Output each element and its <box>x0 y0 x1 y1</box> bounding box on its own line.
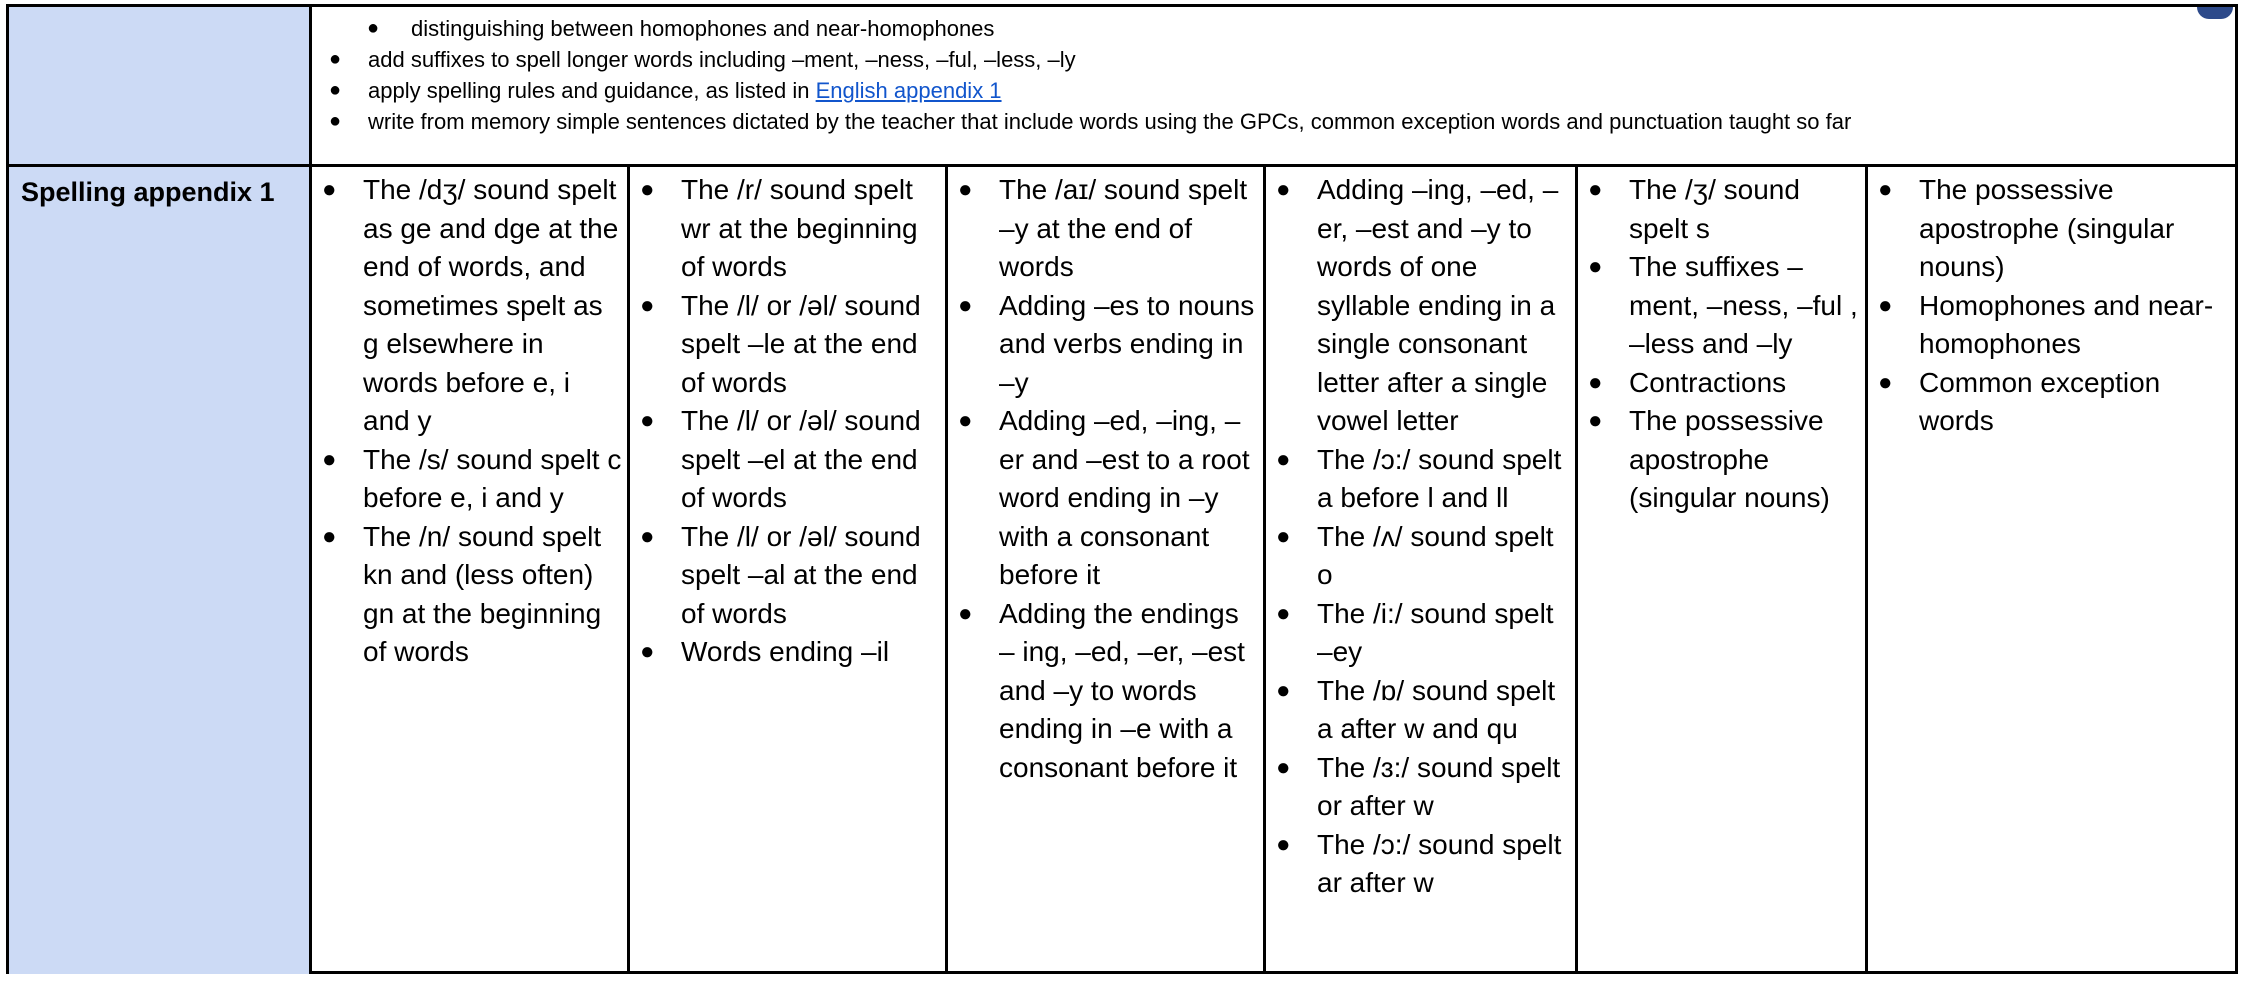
list-item-text: Common exception words <box>1919 366 2161 436</box>
list-item <box>1578 402 1862 518</box>
bullet-icon: ● <box>1276 522 1291 550</box>
list-item: ● apply spelling rules and guidance, as listed in English appendix 1 <box>314 75 2225 106</box>
list-item-text: The /l/ or /əl/ sound spelt –el at the end of words <box>681 405 921 513</box>
list-item-text: Words ending –il <box>681 636 890 667</box>
list-item-text: The /s/ sound spelt c before e, i and y <box>363 443 622 513</box>
list-item <box>630 402 942 518</box>
bullet-icon: ● <box>1276 445 1291 473</box>
bullet-icon: ● <box>329 110 342 132</box>
bullet-icon: ● <box>958 599 973 627</box>
list-item <box>1266 672 1572 749</box>
list-item <box>1578 248 1862 364</box>
list-item <box>1266 171 1572 441</box>
list-item <box>312 441 624 518</box>
list-item <box>630 171 942 287</box>
bullet-icon: ● <box>1878 291 1893 319</box>
top-bullet-list <box>314 13 2225 137</box>
list-item: ● add suffixes to spell longer words including –ment, –ness, –ful, –less, –ly <box>314 44 2225 75</box>
list-item-text: The /ɜ:/ sound spelt or after w <box>1317 751 1561 821</box>
list-item: ● distinguishing between homophones and near-homophones <box>314 13 2225 44</box>
list-item <box>1266 441 1572 518</box>
list-item-text: The /l/ or /əl/ sound spelt –le at the end of words <box>681 289 921 398</box>
bullet-icon: ● <box>322 176 337 203</box>
list-item <box>948 171 1260 287</box>
bullet-icon: ● <box>958 291 973 319</box>
list-item <box>630 633 942 672</box>
table-cell <box>1578 171 1862 518</box>
list-item <box>1578 364 1862 403</box>
list-item <box>1868 364 2218 441</box>
table-cell <box>1266 171 1572 903</box>
bullet-icon: ● <box>640 407 655 434</box>
list-item-text: The /ɔ:/ sound spelt a before l and ll <box>1317 443 1562 513</box>
bullet-icon: ● <box>1588 253 1603 280</box>
bullet-icon: ● <box>1588 368 1603 396</box>
list-item-text: The /ɔ:/ sound spelt ar after w <box>1317 828 1562 898</box>
list-item-text: The /dʒ/ sound spelt as ge and dge at the end of words, and sometimes spelt as g elsewhere in words before e, i and y <box>363 174 619 436</box>
list-item-text: The /aɪ/ sound spelt –y at the end of words <box>999 174 1248 282</box>
list-item-text: The /i:/ sound spelt –ey <box>1317 597 1554 667</box>
list-item-text: The /r/ sound spelt wr at the beginning of words <box>681 174 918 282</box>
bullet-icon: ● <box>322 522 337 550</box>
list-item-text: The /n/ sound spelt kn and (less often) gn at the beginning of words <box>363 520 602 667</box>
bullet-icon: ● <box>640 291 655 319</box>
bullet-icon: ● <box>1878 176 1893 203</box>
list-item <box>948 595 1260 788</box>
list-item-text: The possessive apostrophe (singular nouns) <box>1629 405 1830 513</box>
list-item: ● write from memory simple sentences dictated by the teacher that include words using the GPCs, common exception words and punctuation taught so far <box>314 106 2225 137</box>
list-item-text: The /ʌ/ sound spelt o <box>1317 520 1554 590</box>
header-column-cell-bottom <box>9 167 309 974</box>
bullet-icon: ● <box>958 176 973 203</box>
bullet-icon: ● <box>1276 176 1291 203</box>
bullet-icon: ● <box>1276 753 1291 781</box>
list-item <box>1266 749 1572 826</box>
list-item <box>948 402 1260 595</box>
list-item <box>948 287 1260 403</box>
bullet-icon: ● <box>640 522 655 550</box>
list-item <box>1266 595 1572 672</box>
bullet-icon: ● <box>1276 830 1291 858</box>
list-item <box>630 287 942 403</box>
list-item-text: Adding –ed, –ing, –er and –est to a root word ending in –y with a consonant before it <box>999 405 1250 590</box>
bullet-icon: ● <box>1276 676 1291 704</box>
list-item <box>312 171 624 441</box>
row-header-spelling-appendix: Spelling appendix 1 <box>21 177 275 207</box>
list-item-text: The /ʒ/ sound spelt s <box>1629 174 1800 244</box>
bullet-icon: ● <box>640 638 655 665</box>
bullet-icon: ● <box>367 17 380 39</box>
list-item <box>1578 171 1862 248</box>
row-divider <box>9 164 2235 167</box>
list-item-text: The possessive apostrophe (singular nouns) <box>1919 174 2175 282</box>
bullet-icon: ● <box>1878 368 1893 396</box>
bullet-icon: ● <box>322 445 337 473</box>
bullet-icon: ● <box>958 407 973 434</box>
table-cell <box>1868 171 2218 441</box>
list-item-text: The suffixes –ment, –ness, –ful , –less and –ly <box>1629 251 1858 359</box>
header-column-cell-top <box>9 7 309 164</box>
list-item-text: Adding the endings – ing, –ed, –er, –est and –y to words ending in –e with a consonant before it <box>999 597 1245 783</box>
list-item-text: The /ɒ/ sound spelt a after w and qu <box>1317 674 1556 744</box>
bullet-icon: ● <box>1276 599 1291 627</box>
list-item <box>1266 518 1572 595</box>
list-item <box>1868 171 2218 287</box>
table-cell <box>948 171 1260 787</box>
list-item-text: Adding –ing, –ed, –er, –est and –y to words of one syllable ending in a single consonant letter after a single vowel letter <box>1317 174 1559 436</box>
bullet-icon: ● <box>1588 176 1603 203</box>
curriculum-table <box>6 4 2238 974</box>
list-item-text: Adding –es to nouns and verbs ending in –y <box>999 289 1255 398</box>
english-appendix-link[interactable]: English appendix 1 <box>815 78 1002 103</box>
list-item-text: The /l/ or /əl/ sound spelt –al at the end of words <box>681 520 921 629</box>
list-item-text: Contractions <box>1629 366 1787 398</box>
list-item <box>1266 826 1572 903</box>
list-item <box>312 518 624 672</box>
bullet-icon: ● <box>329 48 342 70</box>
list-item-text: Homophones and near-homophones <box>1919 289 2214 359</box>
table-cell <box>312 171 624 672</box>
list-item <box>1868 287 2218 364</box>
list-item <box>630 518 942 634</box>
table-cell <box>630 171 942 672</box>
bullet-icon: ● <box>1588 407 1603 434</box>
bullet-icon: ● <box>640 176 655 203</box>
bullet-icon: ● <box>329 79 342 101</box>
